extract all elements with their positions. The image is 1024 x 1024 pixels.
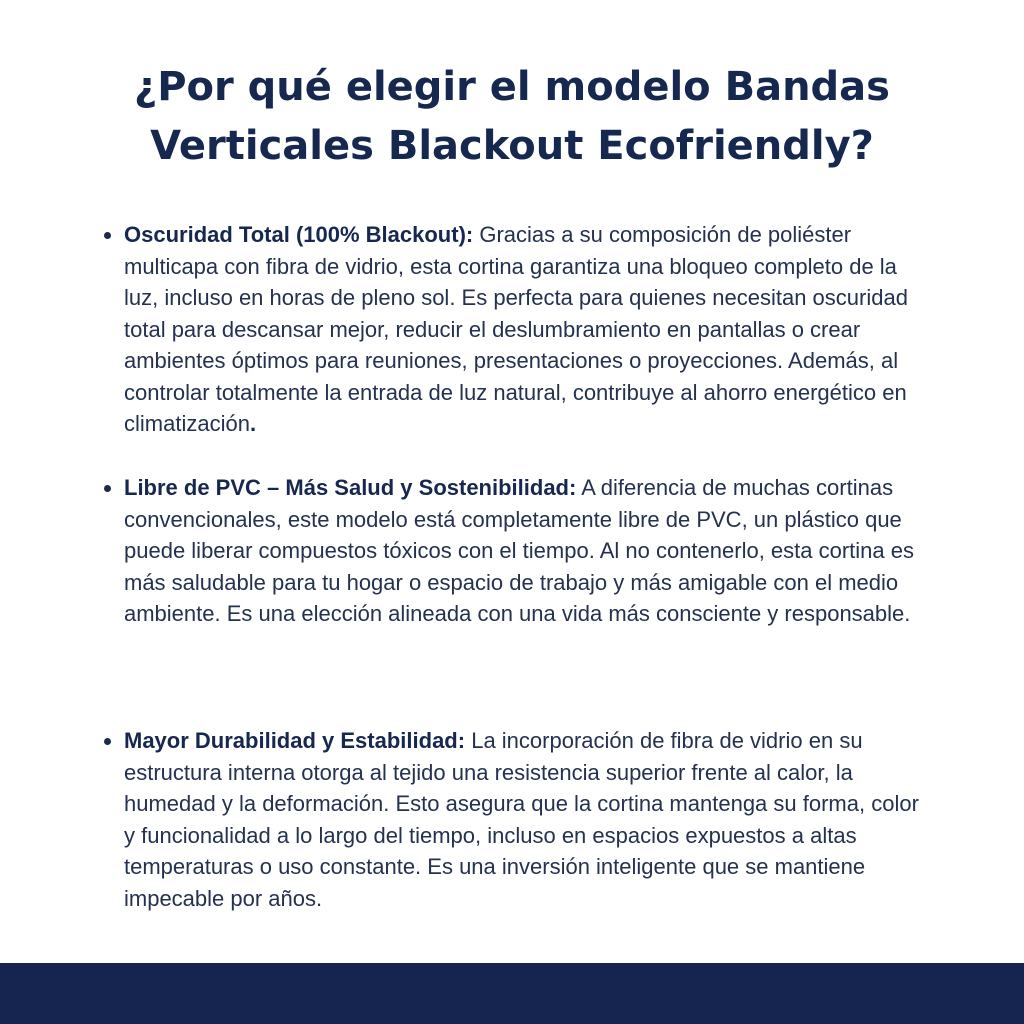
benefit-body: Gracias a su composición de poliéster multicapa con fibra de vidrio, esta cortina garantiza una bloqueo completo de la luz, incluso en horas de pleno sol. Es perfecta para quienes necesitan oscuridad total para descansar mejor, reducir el deslumbramiento en pantallas o crear ambientes óptimos para reuniones, presentaciones o proyecciones. Además, al controlar totalmente la entrada de luz natural, contribuye al ahorro energético en climatización <box>124 222 908 436</box>
benefit-body: A diferencia de muchas cortinas convencionales, este modelo está completamente libre de PVC, un plástico que puede liberar compuestos tóxicos con el tiempo. Al no contenerlo, esta cortina es más saludable para tu hogar o espacio de trabajo y más amigable con el medio ambiente. Es una elección alineada con una vida más consciente y responsable. <box>124 475 915 626</box>
page-title <box>0 58 1024 176</box>
page-title-line-2: Verticales Blackout Ecofriendly? <box>150 123 874 169</box>
benefit-item-blackout <box>124 219 924 440</box>
benefit-heading: Mayor Durabilidad y Estabilidad: <box>124 728 466 753</box>
benefit-heading: Libre de PVC – Más Salud y Sostenibilidad: <box>124 475 577 500</box>
benefit-item-durability <box>124 725 924 914</box>
benefit-heading: Oscuridad Total (100% Blackout): <box>124 222 474 247</box>
benefit-body: La incorporación de fibra de vidrio en su estructura interna otorga al tejido una resistencia superior frente al calor, la humedad y la deformación. Esto asegura que la cortina mantenga su forma, color y funcionalidad a lo largo del tiempo, incluso en espacios expuestos a altas temperaturas o uso constante. Es una inversión inteligente que se mantiene impecable por años. <box>124 728 919 911</box>
page-title-line-1: ¿Por qué elegir el modelo Bandas <box>134 64 890 110</box>
footer-band <box>0 963 1024 1024</box>
benefit-end-punctuation: . <box>249 411 257 436</box>
benefit-item-pvc-free <box>124 472 924 630</box>
